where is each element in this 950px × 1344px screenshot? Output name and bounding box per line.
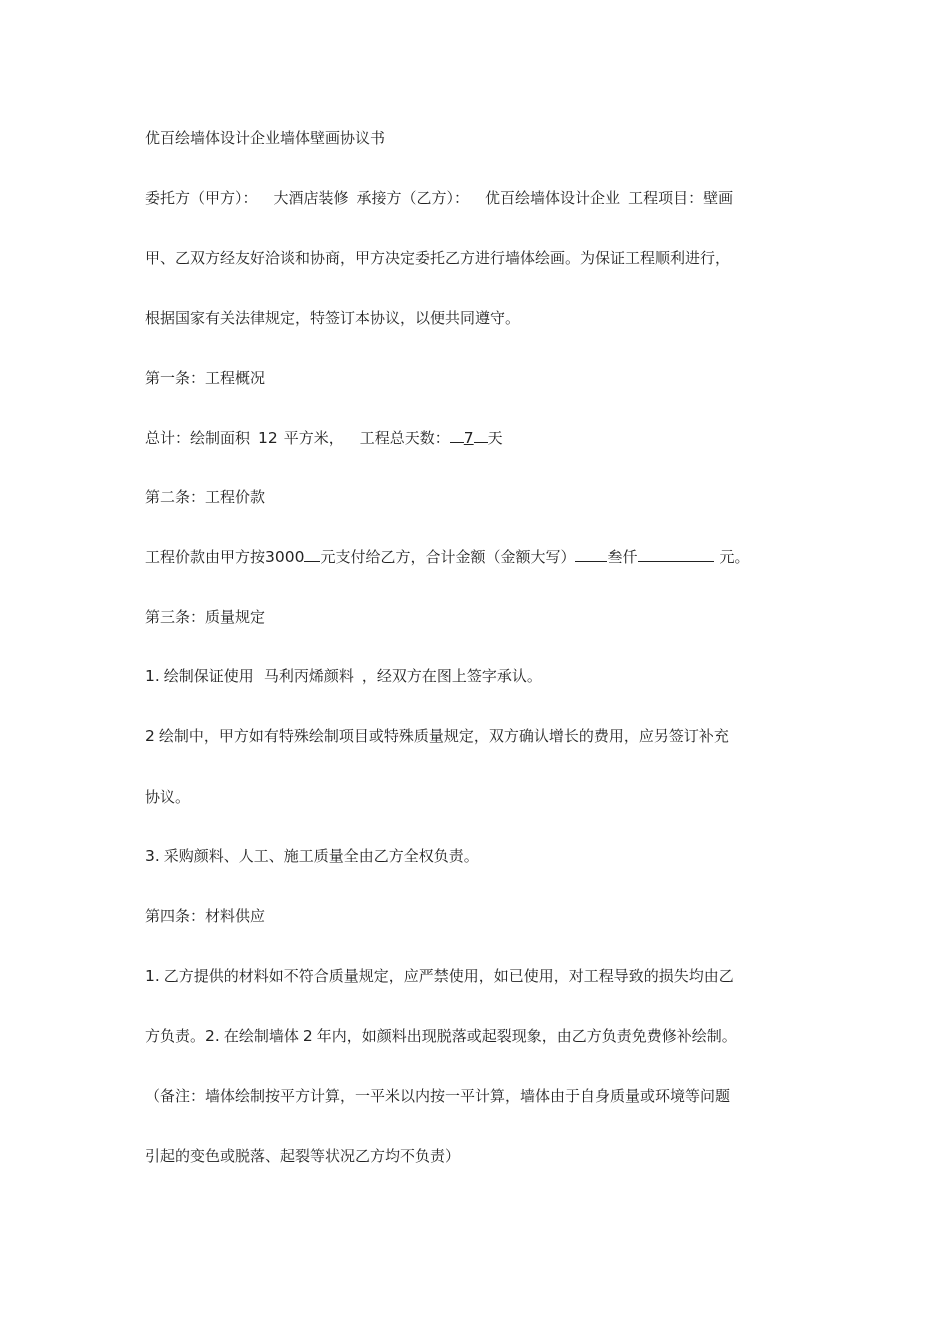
item-number: 3. [145,847,160,865]
article-3-item-2 [145,726,729,746]
intro-line-1: 甲、乙双方经友好洽谈和协商，甲方决定委托乙方进行墙体绘画。为保证工程顺利进行， [145,249,731,267]
article-3-item-2-continued: 协议。 [145,788,191,806]
days-blank-left [450,427,464,443]
note-line-1: （备注：墙体绘制按平方计算，一平米以内按一平计算，墙体由于自身质量或环境等问题 [145,1087,731,1105]
parties-line [145,188,733,208]
article-4-heading: 第四条：材料供应 [145,907,266,925]
article-3-heading: 第三条：质量规定 [145,608,266,626]
item-text-b: ，经双方在图上签字承认。 [361,667,542,685]
item-material: 马利丙烯颜料 [263,667,354,685]
article-3-item-3 [145,846,479,866]
project-name: 壁画 [703,189,734,207]
intro-line-2: 根据国家有关法律规定，特签订本协议，以便共同遵守。 [145,309,521,327]
contractor-name: 优百绘墙体设计企业 [485,189,621,207]
item-number: 1. [145,967,160,985]
item-text-a: 绘制保证使用 [163,667,254,685]
article-1-heading: 第一条：工程概况 [145,369,266,387]
words-blank-right [638,546,714,562]
client-name: 大酒店装修 [273,189,349,207]
days-label: 工程总天数： [359,429,450,447]
contractor-label: 承接方（乙方）： [356,189,470,207]
price-text-b: 元支付给乙方，合计金额（金额大写） [320,548,576,566]
price-text-c: 元。 [719,548,750,566]
price-blank [304,546,320,562]
document-title: 优百绘墙体设计企业墙体壁画协议书 [145,129,386,147]
days-blank-right [474,427,488,443]
warranty-years: 2 [302,1027,313,1045]
price-amount: 3000 [265,548,305,566]
client-label: 委托方（甲方）： [145,189,258,207]
item-number: 2. [205,1027,220,1045]
project-label: 工程项目： [628,189,704,207]
area-unit: 平方米， [283,429,344,447]
item-number: 2 [145,727,155,745]
area-value: 12 [258,429,278,447]
item-text: 采购颜料、人工、施工质量全由乙方全权负责。 [163,847,479,865]
line-text-c: 年内，如颜料出现脱落或起裂现象，由乙方负责免费修补绘制。 [316,1027,737,1045]
article-1-body [145,427,503,448]
line-text-a: 方负责。 [145,1027,206,1045]
price-text-a: 工程价款由甲方按 [145,548,266,566]
item-number: 1. [145,667,160,685]
days-unit: 天 [487,429,503,447]
note-line-2: 引起的变色或脱落、起裂等状况乙方均不负责） [145,1147,461,1165]
article-2-body [145,546,750,567]
item-text: 乙方提供的材料如不符合质量规定，应严禁使用，如已使用，对工程导致的损失均由乙 [163,967,734,985]
article-2-heading: 第二条：工程价款 [145,488,266,506]
item-text: 绘制中，甲方如有特殊绘制项目或特殊质量规定，双方确认增长的费用，应另签订补充 [158,727,729,745]
area-label: 总计：绘制面积 [145,429,251,447]
article-4-item-1 [145,966,734,986]
article-4-line-2 [145,1026,737,1046]
days-value: 7 [463,429,474,447]
line-text-b: 在绘制墙体 [223,1027,299,1045]
price-amount-words: 叁仟 [607,548,638,566]
article-3-item-1 [145,666,542,686]
words-blank-left [575,546,607,562]
